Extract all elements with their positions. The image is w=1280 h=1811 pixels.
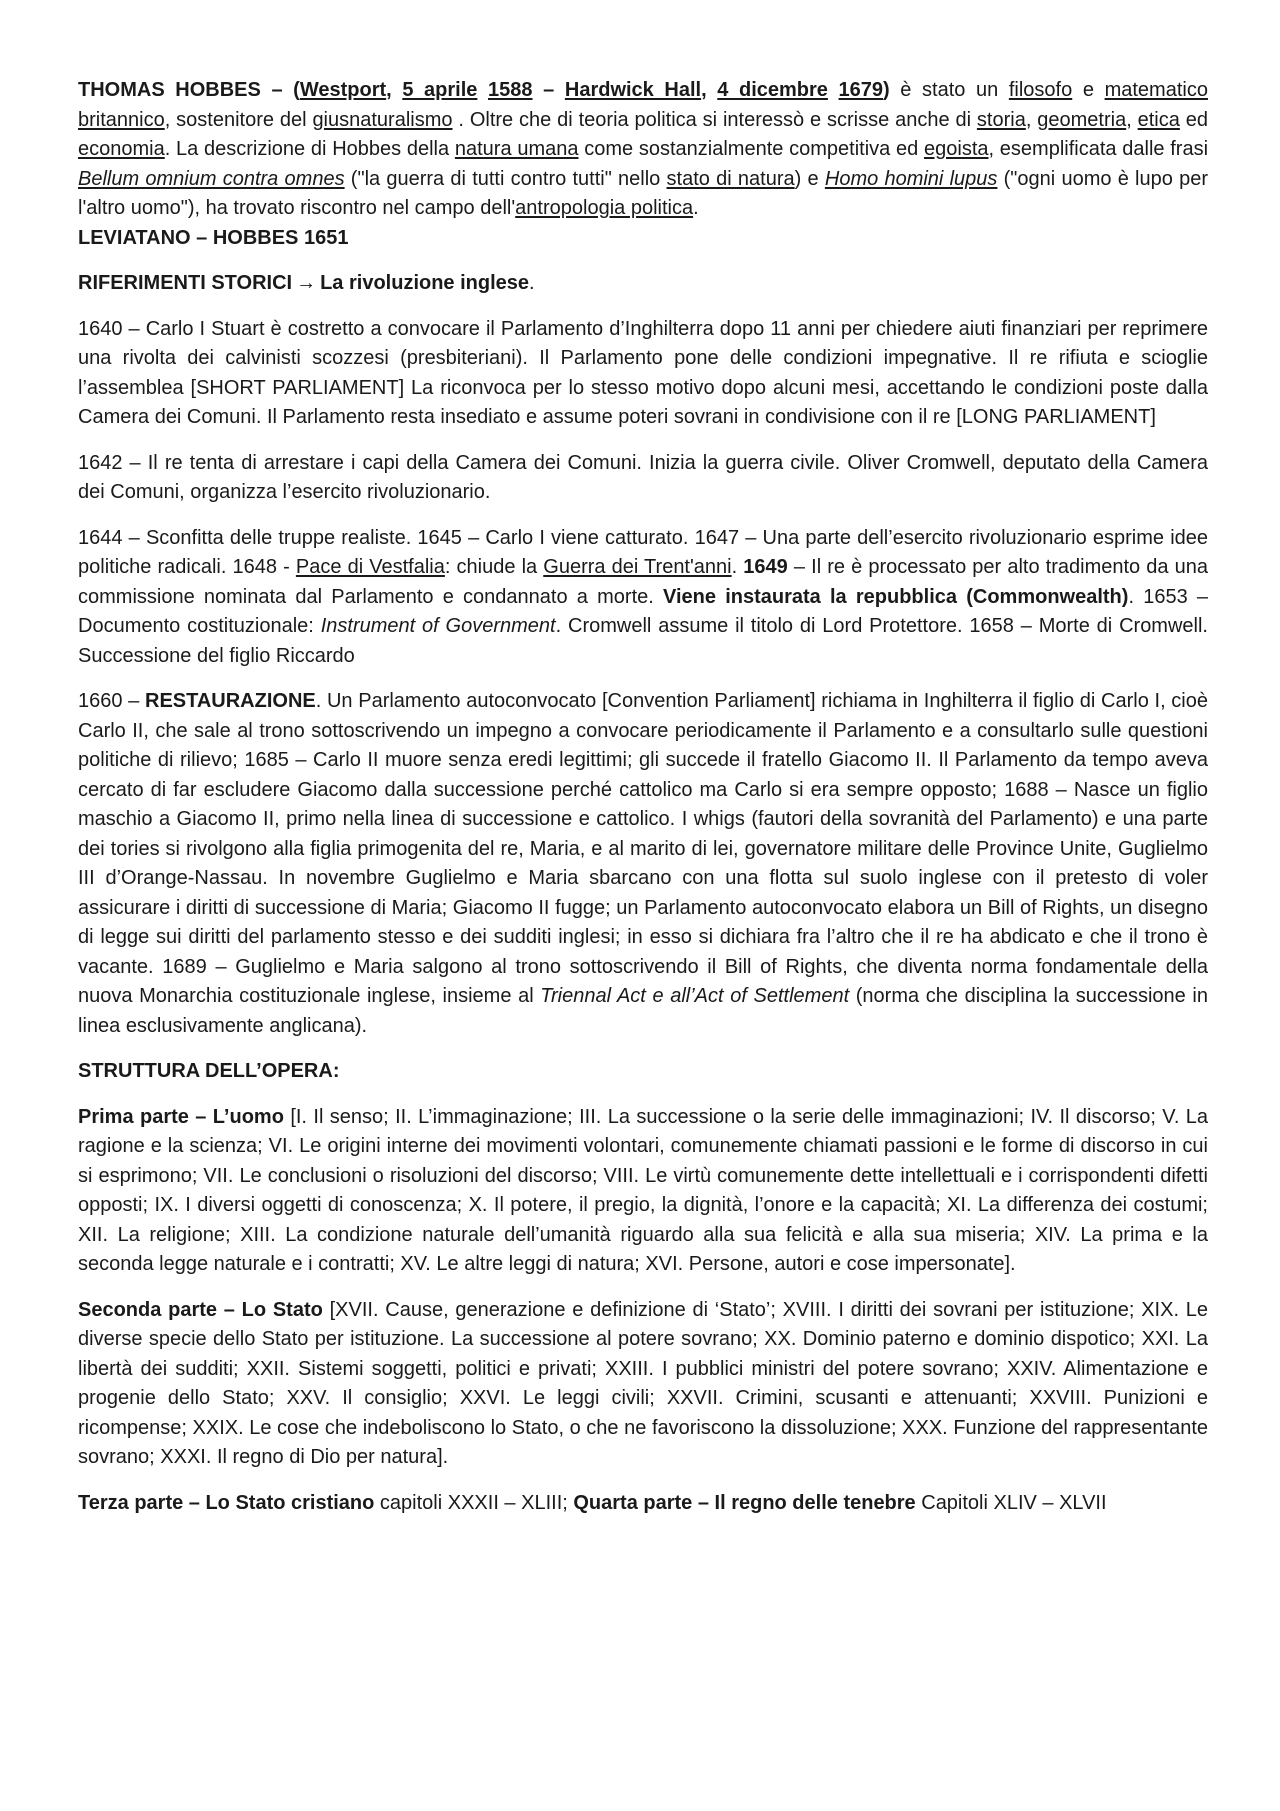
link-etica[interactable]: etica <box>1137 108 1180 131</box>
link-hardwick-hall[interactable]: Hardwick Hall <box>564 79 702 101</box>
arrow-right-icon: → <box>296 272 317 294</box>
link-bellum-omnium[interactable]: Bellum omnium contra omnes <box>78 167 345 190</box>
prima-parte: Prima parte – L’uomo [I. Il senso; II. L’immaginazione; III. La successione o la serie delle immaginazioni; IV. Il discorso; V. La ragione e la scienza; VI. Le origini interne dei movimenti volontari, comunemente chiamati passioni e le forme di discorso in cui si esprimono; VII. Le conclusioni o risoluzioni del discorso; VIII. Le virtù comunemente dette intellettuali e i corrispondenti difetti opposti; IX. I diversi oggetti di conoscenza; X. Il potere, il pregio, la dignità, l’onore e la capacità; XI. La differenza dei costumi; XII. La religione; XIII. La condizione naturale dell’umanità riguardo alla sua felicità e alla sua miseria; XIV. La prima e la seconda legge naturale e i contratti; XV. Le altre leggi di natura; XVI. Persone, autori e cose impersonate]. <box>78 1105 1209 1275</box>
author-name: THOMAS HOBBES <box>78 79 261 101</box>
link-stato-di-natura[interactable]: stato di natura <box>666 167 795 190</box>
link-guerra-trentanni[interactable]: Guerra dei Trent'anni <box>543 556 732 578</box>
link-britannico[interactable]: britannico <box>78 108 165 131</box>
link-natura-umana[interactable]: natura umana <box>454 138 579 160</box>
link-homo-homini-lupus[interactable]: Homo homini lupus <box>824 167 998 190</box>
link-birth-day[interactable]: 5 aprile <box>402 79 478 101</box>
riferimenti-label: RIFERIMENTI STORICI <box>78 272 293 294</box>
seconda-parte: Seconda parte – Lo Stato [XVII. Cause, generazione e definizione di ‘Stato’; XVIII. I diritti dei sovrani per istituzione; XIX. Le diverse specie dello Stato per istituzione. La successione al potere sovrano; XX. Dominio paterno e dominio dispotico; XXI. La libertà dei sudditi; XXII. Sistemi soggetti, politici e privati; XXIII. I pubblici ministri del potere sovrano; XXIV. Alimentazione e progenie dello Stato; XXV. Il consiglio; XXVI. Le leggi civili; XXVII. Crimini, scusanti e attenuanti; XXVIII. Punizioni e ricompense; XXIX. Le cose che indeboliscono lo Stato, o che ne favoriscono la dissoluzione; XXX. Funzione del rappresentante sovrano; XXXI. Il regno di Dio per natura]. <box>78 1298 1208 1468</box>
link-westport[interactable]: Westport <box>299 79 387 101</box>
struttura-heading: STRUTTURA DELL’OPERA: <box>78 1060 340 1082</box>
document-page <box>78 76 1208 1534</box>
intro-paragraph: THOMAS HOBBES – (Westport, 5 aprile 1588 – Hardwick Hall, 4 dicembre 1679) è stato un filosofo e matematico britannico, sostenitore del giusnaturalismo . Oltre che di teoria politica si interessò e scrisse anche di storia, geometria, etica ed economia. La descrizione di Hobbes della natura umana come sostanzialmente competitiva ed egoista, esemplificata dalle frasi Bellum omnium contra omnes ("la guerra di tutti contro tutti" nello stato di natura) e Homo homini lupus ("ogni uomo è lupo per l'altro uomo"), ha trovato riscontro nel campo dell'antropologia politica. <box>78 79 1209 219</box>
work-title: LEVIATANO – HOBBES 1651 <box>78 226 349 249</box>
link-giusnaturalismo[interactable]: giusnaturalismo <box>312 108 453 131</box>
link-economia[interactable]: economia <box>78 138 165 160</box>
riferimenti-value: La rivoluzione inglese <box>320 272 530 294</box>
link-antropologia-politica[interactable]: antropologia politica <box>515 197 694 219</box>
link-storia[interactable]: storia <box>976 108 1026 131</box>
terza-quarta-parte: Terza parte – Lo Stato cristiano capitoli XXXII – XLIII; Quarta parte – Il regno delle tenebre Capitoli XLIV – XLVII <box>78 1491 1107 1514</box>
paragraph-1644: 1644 – Sconfitta delle truppe realiste. 1645 – Carlo I viene catturato. 1647 – Una parte dell’esercito rivoluzionario esprime idee politiche radicali. 1648 - Pace di Vestfalia: chiude la Guerra dei Trent'anni. 1649 – Il re è processato per alto tradimento da una commissione nominata dal Parlamento e condannato a morte. Viene instaurata la repubblica (Commonwealth). 1653 – Documento costituzionale: Instrument of Government. Cromwell assume il titolo di Lord Protettore. 1658 – Morte di Cromwell. Successione del figlio Riccardo <box>78 526 1209 667</box>
paragraph-1640: 1640 – Carlo I Stuart è costretto a convocare il Parlamento d’Inghilterra dopo 11 anni per chiedere aiuti finanziari per reprimere una rivolta dei calvinisti scozzesi (presbiteriani). Il Parlamento pone delle condizioni impegnative. Il re rifiuta e scioglie l’assemblea [SHORT PARLIAMENT] La riconvoca per lo stesso motivo dopo alcuni mesi, accettando le condizioni poste dalla Camera dei Comuni. Il Parlamento resta insediato e assume poteri sovrani in condivisione con il re [LONG PARLIAMENT] <box>78 317 1208 428</box>
link-birth-year[interactable]: 1588 <box>488 79 533 101</box>
paragraph-1642: 1642 – Il re tenta di arrestare i capi della Camera dei Comuni. Inizia la guerra civile. Oliver Cromwell, deputato della Camera dei Comuni, organizza l’esercito rivoluzionario. <box>78 451 1208 503</box>
link-egoista[interactable]: egoista <box>924 138 989 160</box>
link-matematico[interactable]: matematico <box>1104 79 1208 101</box>
link-death-year[interactable]: 1679 <box>838 79 884 101</box>
paragraph-1660: 1660 – RESTAURAZIONE. Un Parlamento autoconvocato [Convention Parliament] richiama in Inghilterra il figlio di Carlo I, cioè Carlo II, che sale al trono sottoscrivendo un impegno a convocare periodicamente il Parlamento e a consultarlo sulle questioni politiche di rilievo; 1685 – Carlo II muore senza eredi legittimi; gli succede il fratello Giacomo II. Il Parlamento da tempo aveva cercato di far escludere Giacomo dalla successione perché cattolico ma Carlo si era sempre opposto; 1688 – Nasce un figlio maschio a Giacomo II, primo nella linea di successione e cattolico. I whigs (fautori della sovranità del Parlamento) e una parte dei tories si rivolgono alla figlia primogenita del re, Maria, e al marito di lei, governatore militare delle Province Unite, Guglielmo III d’Orange-Nassau. In novembre Guglielmo e Maria sbarcano con una flotta sul suolo inglese con il pretesto di voler assicurare i diritti di successione di Maria; Giacomo II fugge; un Parlamento autoconvocato elabora un Bill of Rights, un disegno di legge sui diritti del parlamento stesso e dei sudditi inglesi; in esso si dichiara fra l’altro che il re ha abdicato e che il trono è vacante. 1689 – Guglielmo e Maria salgono al trono sottoscrivendo il Bill of Rights, che diventa norma fondamentale della nuova Monarchia costituzionale inglese, insieme al Triennal Act e all’Act of Settlement (norma che disciplina la successione in linea esclusivamente anglicana). <box>78 690 1208 1037</box>
link-filosofo[interactable]: filosofo <box>1008 79 1073 101</box>
riferimenti-storici: RIFERIMENTI STORICI → La rivoluzione inglese. <box>78 269 1208 299</box>
link-geometria[interactable]: geometria <box>1037 108 1127 131</box>
link-death-day[interactable]: 4 dicembre <box>717 79 828 101</box>
link-pace-di-vestfalia[interactable]: Pace di Vestfalia <box>295 556 445 578</box>
